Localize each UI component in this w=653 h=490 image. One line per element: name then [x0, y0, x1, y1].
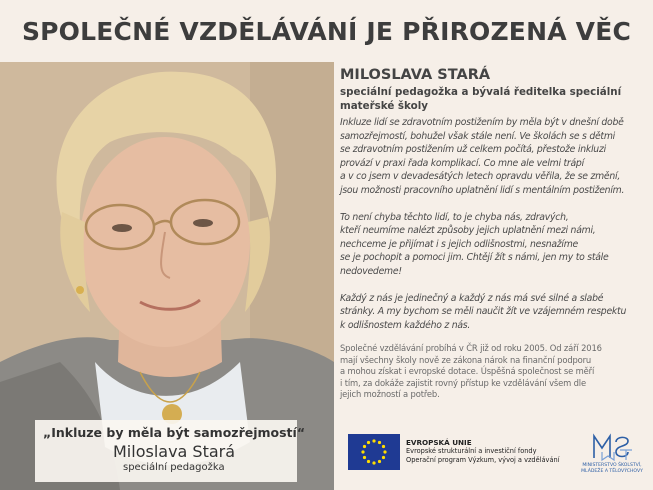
person-name: MILOSLAVA STARÁ [340, 67, 491, 83]
paragraph-line: stránky. A my bychom se měli naučit žít ve vzájemném respektu [340, 306, 627, 318]
paragraph-line: se zdravotním postižením už celkem počítá, přestože inkluzi [340, 144, 606, 156]
msmt-caption-line: MLÁDEŽE A TĚLOVÝCHOVY [581, 468, 643, 474]
paragraph-line: k odlišnostem každého z nás. [340, 319, 471, 331]
note-line: i tím, za dokáže zajistit rovný přístup ke vzdělávání všem dle [340, 377, 586, 388]
eu-line-2: Evropské strukturální a investiční fondy [406, 447, 537, 455]
paragraph-2 [340, 211, 646, 279]
paragraph-line: nechceme je přijímat i s jejich odlišnostmi, nesnažíme [340, 238, 579, 250]
paragraph-line: Každý z nás je jedinečný a každý z nás má své silné a slabé [340, 292, 604, 304]
person-role-line: mateřské školy [340, 100, 428, 112]
msmt-caption-line: MINISTERSTVO ŠKOLSTVÍ, [582, 463, 642, 468]
note-line: a mohou získat i evropské dotace. Úspěšná společnost se měří [340, 366, 595, 377]
paragraph-line: nedovedeme! [340, 265, 402, 277]
note-line: Společné vzdělávání probíhá v ČR již od roku 2005. Od září 2016 [340, 343, 602, 354]
quote-name: Miloslava Stará [113, 442, 236, 461]
paragraph-line: provází v praxi řada komplikací. Co mne ale velmi trápí [340, 157, 584, 169]
note-line: jejich možností a potřeb. [340, 388, 440, 399]
eu-stars-icon [348, 434, 400, 470]
eu-line-3: Operační program Výzkum, vývoj a vzdělávání [406, 456, 560, 464]
paragraph-line: a v co jsem v devadesátých letech opravdu věřila, že se změní, [340, 171, 621, 183]
paragraph-line: Inkluze lidí se zdravotním postižením by měla být v dnešní době [340, 117, 624, 128]
msmt-logo [572, 432, 652, 482]
msmt-caption [572, 463, 652, 474]
info-note [340, 343, 646, 400]
paragraph-line: se je pochopit a pomoci jim. Chtějí žít s námi, jen my to stále [340, 252, 609, 264]
paragraph-line: To není chyba těchto lidí, to je chyba nás, zdravých, [340, 211, 569, 223]
logo-strip [340, 432, 653, 490]
person-role [340, 85, 646, 113]
paragraph-line: jsou možnosti pracovního uplatnění lidí s mentálním postižením. [340, 184, 625, 196]
person-role-line: speciální pedagožka a bývalá ředitelka speciální [340, 86, 622, 98]
quote-text: „Inkluze by měla být samozřejmostí“ [43, 425, 306, 440]
headline: SPOLEČNÉ VZDĚLÁVÁNÍ JE PŘIROZENÁ VĚC [21, 16, 632, 46]
paragraph-line: kteří neumíme nalézt způsoby jejich uplatnění mezi námi, [340, 225, 596, 237]
note-line: mají všechny školy nově ze zákona nárok na finanční podporu [340, 354, 592, 365]
msmt-logo-icon [572, 432, 652, 462]
quote-card [35, 420, 306, 482]
eu-line-1: EVROPSKÁ UNIE [406, 438, 472, 447]
paragraph-3 [340, 292, 646, 333]
quote-role: speciální pedagožka [123, 462, 225, 473]
eu-flag-icon [348, 434, 400, 470]
text-column [340, 66, 646, 400]
eu-logo-text [406, 438, 560, 465]
paragraph-1 [340, 116, 646, 198]
paragraph-line: samozřejmostí, bohužel však stále není. Ve školách se s dětmi [340, 130, 615, 142]
